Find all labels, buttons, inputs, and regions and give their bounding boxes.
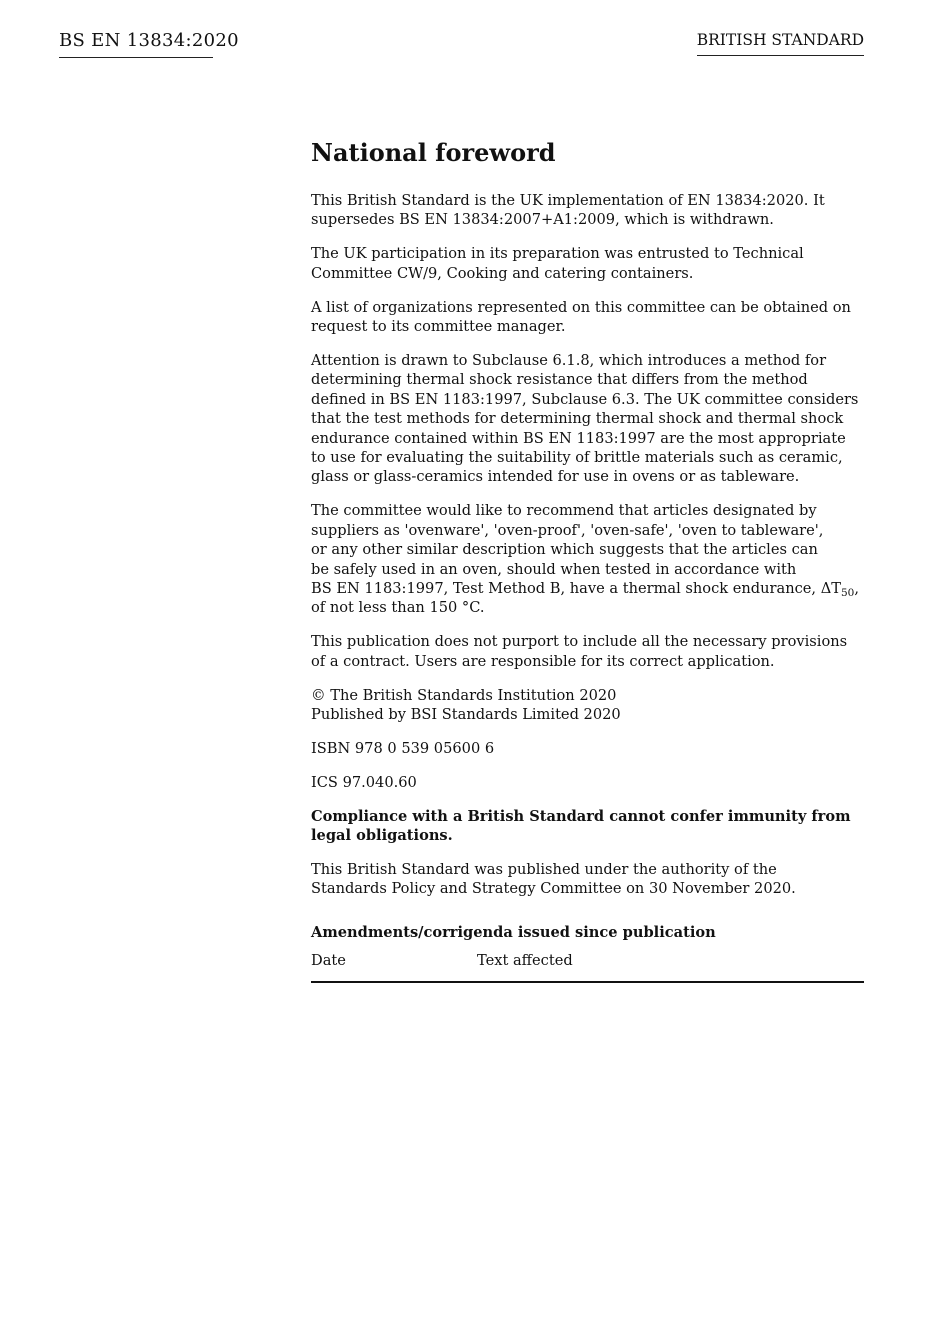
text-line: Published by BSI Standards Limited 2020 — [311, 705, 621, 723]
text-line: determining thermal shock resistance that differs from the method — [311, 371, 808, 389]
text-line: Compliance with a British Standard cannot confer immunity from — [311, 807, 851, 825]
text-line: legal obligations. — [311, 827, 453, 845]
standard-label: BRITISH STANDARD — [697, 31, 864, 56]
text-line: A list of organizations represented on this committee can be obtained on — [311, 298, 851, 316]
paragraph-implementation — [311, 191, 867, 230]
paragraph-ics — [311, 773, 867, 792]
text-line: This British Standard is the UK implementation of EN 13834:2020. It — [311, 192, 825, 209]
text-line: Standards Policy and Strategy Committee on 30 November 2020. — [311, 880, 796, 898]
document-number: BS EN 13834:2020 — [59, 30, 213, 58]
text-line: be safely used in an oven, should when tested in accordance with — [311, 560, 797, 578]
foreword-content — [311, 138, 867, 983]
text-line: of not less than 150 °C. — [311, 599, 485, 617]
text-line: glass or glass-ceramics intended for use in ovens or as tableware. — [311, 468, 800, 486]
text-line: of a contract. Users are responsible for its correct application. — [311, 652, 775, 670]
paragraph-copyright — [311, 686, 867, 725]
column-header-text-affected: Text affected — [477, 951, 864, 981]
amendments-title: Amendments/corrigenda issued since publication — [311, 923, 716, 941]
text-line: This British Standard was published under the authority of the — [311, 860, 777, 878]
text-line: The committee would like to recommend that articles designated by — [311, 502, 817, 520]
text-line: that the test methods for determining thermal shock and thermal shock — [311, 410, 844, 428]
text-line: suppliers as 'ovenware', 'oven-proof', 'oven-safe', 'oven to tableware', — [311, 521, 824, 539]
text-line: endurance contained within BS EN 1183:1997 are the most appropriate — [311, 429, 846, 447]
paragraph-isbn — [311, 739, 867, 758]
text-line: ISBN 978 0 539 05600 6 — [311, 739, 495, 757]
paragraph-organizations — [311, 298, 867, 337]
text-line: ICS 97.040.60 — [311, 773, 417, 791]
text-line: Committee CW/9, Cooking and catering containers. — [311, 264, 694, 282]
text-line-subscript — [311, 579, 867, 598]
text-line: This publication does not purport to include all the necessary provisions — [311, 633, 848, 651]
paragraph-authority — [311, 860, 867, 899]
subscript: 50 — [840, 586, 855, 599]
paragraph-recommendation — [311, 501, 867, 617]
paragraph-attention — [311, 351, 867, 487]
paragraph-contract — [311, 632, 867, 671]
text-fragment: , — [854, 579, 859, 597]
text-line: or any other similar description which suggests that the articles can — [311, 541, 818, 559]
table-row — [311, 951, 864, 981]
column-header-date: Date — [311, 951, 477, 981]
text-line: defined in BS EN 1183:1997, Subclause 6.3. The UK committee considers — [311, 390, 859, 408]
text-fragment: BS EN 1183:1997, Test Method B, have a thermal shock endurance, ΔT — [311, 579, 841, 597]
page-title: National foreword — [311, 138, 556, 167]
paragraph-participation — [311, 244, 867, 283]
paragraph-compliance — [311, 807, 867, 846]
text-line: Attention is drawn to Subclause 6.1.8, which introduces a method for — [311, 351, 827, 369]
text-line: request to its committee manager. — [311, 318, 566, 336]
text-line: The UK participation in its preparation was entrusted to Technical — [311, 245, 804, 263]
text-line: © The British Standards Institution 2020 — [311, 686, 617, 704]
amendments-table — [311, 951, 864, 982]
text-line: to use for evaluating the suitability of brittle materials such as ceramic, — [311, 448, 843, 466]
text-line: supersedes BS EN 13834:2007+A1:2009, which is withdrawn. — [311, 211, 774, 229]
